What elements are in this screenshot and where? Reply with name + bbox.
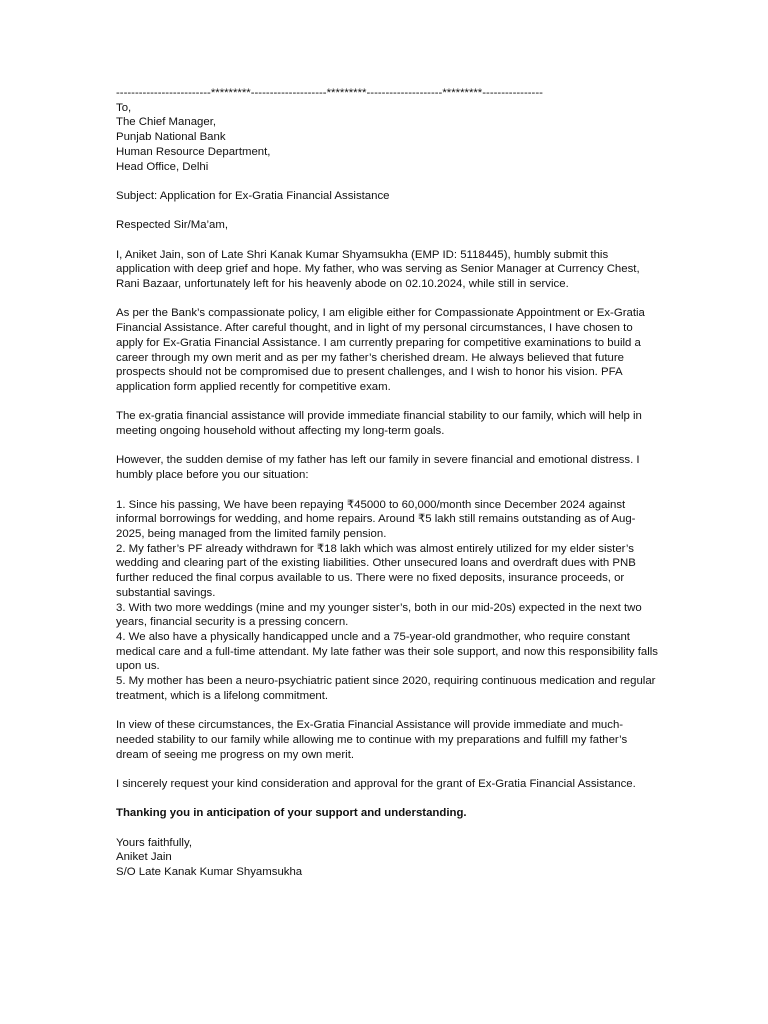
address-line: To, [116,101,132,114]
list-item: 5. My mother has been a neuro-psychiatric patient since 2020, requiring continuous medication and regular treatment, which is a lifelong commitment. [116,675,656,702]
salutation: Respected Sir/Ma’am, [116,219,229,232]
closing-paragraph: I sincerely request your kind consideration and approval for the grant of Ex-Gratia Financial Assistance. [116,777,636,790]
address-line: The Chief Manager, [116,116,217,129]
situation-list [116,498,660,704]
body-paragraph: However, the sudden demise of my father has left our family in severe financial and emotional distress. I humbly place before you our situation: [116,454,640,482]
address-line: Head Office, Delhi [116,160,209,173]
thanks-line: Thanking you in anticipation of your support and understanding. [116,807,467,820]
body-paragraph: The ex-gratia financial assistance will provide immediate financial stability to our family, which will help in meeting ongoing household without affecting my long-term goals. [116,410,642,438]
recipient-address [116,101,660,175]
list-item: 3. With two more weddings (mine and my younger sister’s, both in our mid-20s) expected in the next two years, financial security is a pressing concern. [116,601,642,629]
closing-paragraph: In view of these circumstances, the Ex-Gratia Financial Assistance will provide immediate and much-needed stability to our family while allowing me to continue with my preparations and fulfill my father’s dream of seeing me progress on my own merit. [116,719,628,761]
body-paragraph: I, Aniket Jain, son of Late Shri Kanak Kumar Shyamsukha (EMP ID: 5118445), humbly submit this application with deep grief and hope. My father, who was serving as Senior Manager at Currency Chest, Rani Bazaar, unfortunately left for his heavenly abode on 02.10.2024, while still in service. [116,248,640,291]
body-paragraph: As per the Bank’s compassionate policy, I am eligible either for Compassionate Appointment or Ex-Gratia Financial Assistance. After careful thought, and in light of my personal circumstances, I have chosen to apply for Ex-Gratia Financial Assistance. I am currently preparing for competitive examinations to build a career through my own merit and as per my father’s cherished dream. He always believed that future prospects should not be compromised due to present challenges, and I wish to honor his vision. PFA application form applied recently for competitive exam. [116,307,645,393]
signoff-name: Aniket Jain [116,851,172,864]
subject-line: Subject: Application for Ex-Gratia Financial Assistance [116,189,390,202]
address-line: Punjab National Bank [116,131,226,144]
list-item: 4. We also have a physically handicapped uncle and a 75-year-old grandmother, who require constant medical care and a full-time attendant. My late father was their sole support, and now this responsibility falls upon us. [116,630,658,673]
divider-line: -------------------------*********--------------------*********--------------------*********---------------- [116,87,543,99]
list-item: 1. Since his passing, We have been repaying ₹45000 to 60,000/month since December 2024 against informal borrowings for wedding, and home repairs. Around ₹5 lakh still remains outstanding as of Aug-2025, being managed from the limited family pension. [116,498,636,540]
address-line: Human Resource Department, [116,145,271,158]
signoff-relation: S/O Late Kanak Kumar Shyamsukha [116,866,303,879]
signoff-line: Yours faithfully, [116,836,192,849]
signoff-block [116,836,660,880]
list-item: 2. My father’s PF already withdrawn for ₹18 lakh which was almost entirely utilized for my elder sister’s wedding and clearing part of the existing liabilities. Other unsecured loans and overdraft dues with PNB further reduced the final corpus available to us. There were no fixed deposits, insurance proceeds, or substantial savings. [116,542,636,599]
